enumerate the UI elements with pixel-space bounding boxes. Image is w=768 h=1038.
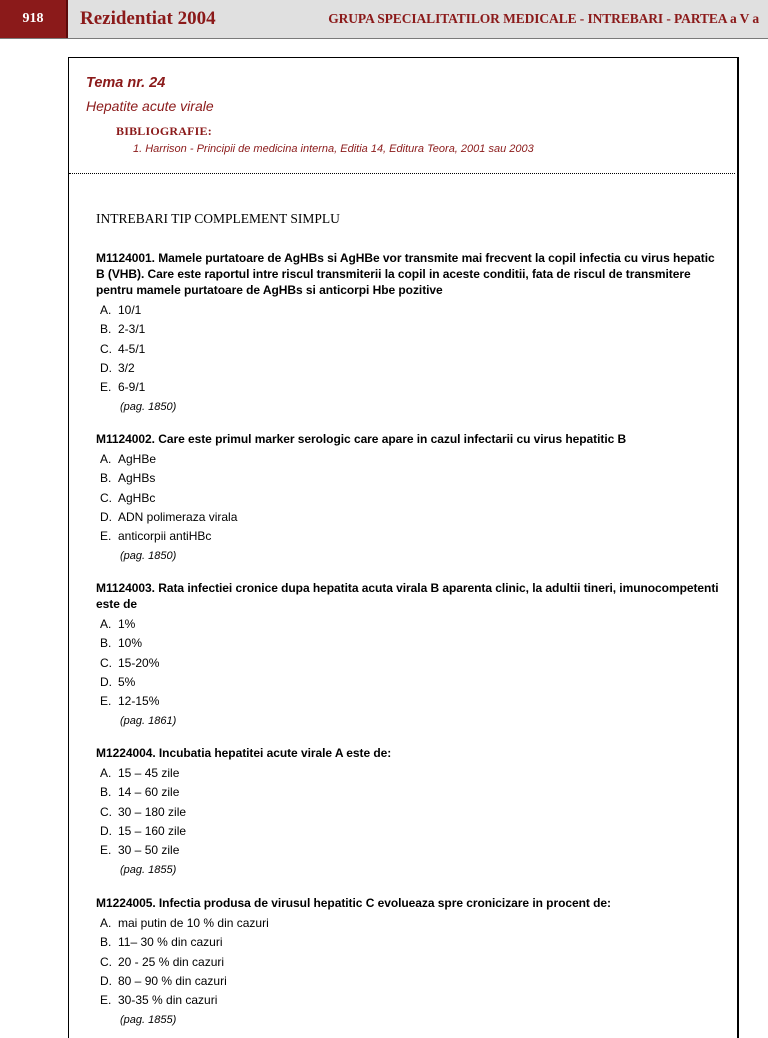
option [100,615,726,634]
option-text: mai putin de 10 % din cazuri [118,916,269,930]
option [100,320,726,339]
option-letter: E. [100,843,112,858]
page-reference: (pag. 1855) [120,864,177,877]
option-text: AgHBs [118,471,156,486]
option-text: 15-20% [118,655,160,670]
option-list [100,615,726,711]
option-letter: E. [100,694,112,709]
option-letter: C. [100,341,112,356]
option-text: 15 – 45 zile [118,766,180,780]
option-letter: A. [100,916,112,930]
option-letter: D. [100,973,112,988]
option [100,764,726,783]
question-2 [96,431,726,563]
option [100,841,726,860]
tema-subtitle: Hepatite acute virale [86,98,214,114]
option-list [100,914,726,1010]
option-letter: A. [100,303,112,317]
option-letter: E. [100,380,112,395]
question-3 [96,580,726,728]
option [100,654,726,673]
page-reference: (pag. 1850) [120,550,177,563]
option [100,450,726,469]
option [100,803,726,822]
question-5 [96,895,726,1027]
option [100,634,726,653]
option-letter: D. [100,674,112,689]
page-header [0,0,768,39]
option [100,972,726,991]
option [100,469,726,488]
option [100,527,726,546]
option-letter: A. [100,617,112,631]
question-text: M1124001. Mamele purtatoare de AgHBs si AgHBe vor transmite mai frecvent la copil infectia cu virus hepatic B (VHB). Care este raportul intre riscul transmiterii la copil in aceste conditii, fata de riscul de transmitere pentru mamele purtatoare de AgHBs si anticorpi Hbe pozitive [96,251,715,297]
question-text: M1224004. Incubatia hepatitei acute virale A este de: [96,746,392,760]
option [100,822,726,841]
option [100,673,726,692]
option-letter: B. [100,785,112,800]
option [100,359,726,378]
tema-title: Tema nr. 24 [86,75,166,91]
bibliography-label: BIBLIOGRAFIE: [116,124,212,138]
option-letter: A. [100,452,112,466]
question-4 [96,745,726,877]
option-text: 1% [118,617,136,631]
option-text: anticorpii antiHBc [118,529,212,544]
page-number: 918 [0,0,68,38]
option-text: 80 – 90 % din cazuri [118,973,227,988]
option-text: 3/2 [118,360,135,375]
option [100,991,726,1010]
option [100,783,726,802]
option-text: 14 – 60 zile [118,785,180,800]
option [100,914,726,933]
option-text: 15 – 160 zile [118,823,187,838]
option-text: 11– 30 % din cazuri [118,935,223,950]
option-letter: E. [100,993,112,1008]
option-letter: D. [100,509,112,524]
option-letter: D. [100,360,112,375]
option-text: 30 – 180 zile [118,804,187,819]
block-title: INTREBARI TIP COMPLEMENT SIMPLU [96,211,340,226]
option-text: 6-9/1 [118,380,146,395]
question-1 [96,250,726,414]
bibliography-item: 1. Harrison - Principii de medicina interna, Editia 14, Editura Teora, 2001 sau 2003 [133,143,534,155]
option-text: AgHBe [118,452,157,466]
option [100,489,726,508]
option-list [100,301,726,397]
option [100,340,726,359]
option [100,692,726,711]
option-text: 5% [118,674,136,689]
option-text: 4-5/1 [118,341,146,356]
option [100,378,726,397]
option [100,933,726,952]
option-letter: D. [100,823,112,838]
option-text: 10/1 [118,303,142,317]
option-text: 2-3/1 [118,322,146,337]
option-letter: B. [100,322,112,337]
option-text: 30-35 % din cazuri [118,993,218,1008]
option-letter: C. [100,804,112,819]
option-letter: C. [100,490,112,505]
option-letter: C. [100,655,112,670]
option-letter: E. [100,529,112,544]
section-title: GRUPA SPECIALITATILOR MEDICALE - INTREBARI - PARTEA a V a [328,11,759,26]
page-reference: (pag. 1855) [120,1014,177,1027]
option [100,508,726,527]
question-text: M1124002. Care este primul marker serologic care apare in cazul infectarii cu virus hepatitic B [96,432,627,446]
option-text: 30 – 50 zile [118,843,180,858]
question-text: M1224005. Infectia produsa de virusul hepatitic C evolueaza spre cronicizare in procent de: [96,896,611,910]
page-reference: (pag. 1850) [120,401,177,414]
book-title: Rezidentiat 2004 [80,8,216,29]
option-text: AgHBc [118,490,156,505]
option-letter: B. [100,636,112,651]
option [100,301,726,320]
option-letter: A. [100,766,112,780]
option-list [100,764,726,860]
option-text: ADN polimeraza virala [118,509,238,524]
option-letter: B. [100,471,112,486]
option-list [100,450,726,546]
page-reference: (pag. 1861) [120,715,177,728]
option-letter: B. [100,935,112,950]
option-text: 20 - 25 % din cazuri [118,954,225,969]
option-text: 12-15% [118,694,160,709]
option-letter: C. [100,954,112,969]
option-text: 10% [118,636,143,651]
question-text: M1124003. Rata infectiei cronice dupa hepatita acuta virala B aparenta clinic, la adultii tineri, imunocompetenti este de [96,581,719,611]
option [100,953,726,972]
dotted-divider [69,173,735,174]
